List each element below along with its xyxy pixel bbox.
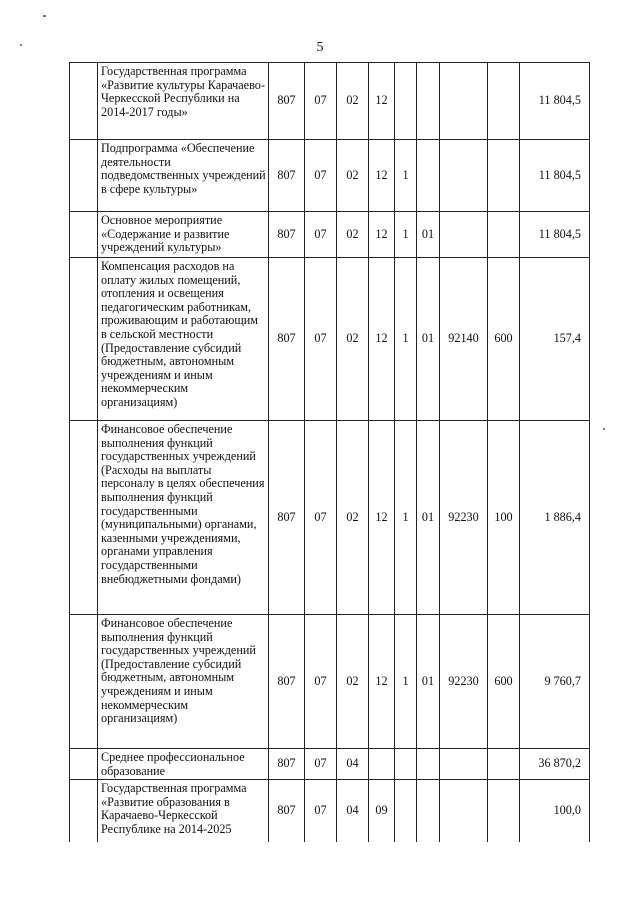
subsection-code-cell: 04 bbox=[337, 780, 369, 842]
direction-code-cell bbox=[440, 140, 488, 212]
table-row bbox=[70, 140, 590, 212]
item-name-cell: Подпрограмма «Обеспечение деятельности подведомственных учреждений в сфере культуры» bbox=[98, 140, 269, 212]
program-code-cell: 12 bbox=[369, 212, 395, 258]
ministry-code-cell: 807 bbox=[269, 140, 305, 212]
ministry-code-cell: 807 bbox=[269, 258, 305, 421]
item-name-cell: Финансовое обеспечение выполнения функций государственных учреждений (Предоставление субсидий бюджетным, автономным учреждениям и иным некоммерческим организациям) bbox=[98, 615, 269, 749]
subsection-code-cell: 02 bbox=[337, 140, 369, 212]
expense-type-cell: 100 bbox=[488, 421, 520, 615]
item-name-cell: Среднее профессиональное образование bbox=[98, 749, 269, 780]
ministry-code-cell: 807 bbox=[269, 63, 305, 140]
direction-code-cell bbox=[440, 749, 488, 780]
index-cell bbox=[70, 749, 98, 780]
event-code-cell: 01 bbox=[417, 258, 440, 421]
item-name-cell: Основное мероприятие «Содержание и развитие учреждений культуры» bbox=[98, 212, 269, 258]
ministry-code-cell: 807 bbox=[269, 615, 305, 749]
ministry-code-cell: 807 bbox=[269, 749, 305, 780]
subprogram-code-cell bbox=[395, 63, 417, 140]
table-row bbox=[70, 63, 590, 140]
program-code-cell: 12 bbox=[369, 421, 395, 615]
section-code-cell: 07 bbox=[305, 749, 337, 780]
amount-cell: 1 886,4 bbox=[520, 421, 590, 615]
expense-type-cell bbox=[488, 749, 520, 780]
index-cell bbox=[70, 140, 98, 212]
subprogram-code-cell: 1 bbox=[395, 615, 417, 749]
section-code-cell: 07 bbox=[305, 421, 337, 615]
table-body bbox=[70, 63, 590, 842]
index-cell bbox=[70, 258, 98, 421]
subsection-code-cell: 02 bbox=[337, 63, 369, 140]
item-name-cell: Государственная программа «Развитие культуры Карачаево-Черкесской Республики на 2014-2017 годы» bbox=[98, 63, 269, 140]
expense-type-cell bbox=[488, 212, 520, 258]
subsection-code-cell: 02 bbox=[337, 615, 369, 749]
direction-code-cell bbox=[440, 780, 488, 842]
program-code-cell: 09 bbox=[369, 780, 395, 842]
item-name-cell: Финансовое обеспечение выполнения функций государственных учреждений (Расходы на выплаты персоналу в целях обеспечения выполнения функций государственными (муниципальными) органами, казенными учреждениями, органами управления государственными внебюджетными фондами) bbox=[98, 421, 269, 615]
expense-type-cell: 600 bbox=[488, 615, 520, 749]
expense-type-cell bbox=[488, 140, 520, 212]
event-code-cell bbox=[417, 780, 440, 842]
subprogram-code-cell bbox=[395, 780, 417, 842]
subprogram-code-cell: 1 bbox=[395, 212, 417, 258]
section-code-cell: 07 bbox=[305, 212, 337, 258]
section-code-cell: 07 bbox=[305, 258, 337, 421]
expense-type-cell: 600 bbox=[488, 258, 520, 421]
event-code-cell bbox=[417, 140, 440, 212]
budget-table bbox=[69, 62, 590, 842]
section-code-cell: 07 bbox=[305, 615, 337, 749]
event-code-cell bbox=[417, 749, 440, 780]
table-row bbox=[70, 258, 590, 421]
program-code-cell: 12 bbox=[369, 140, 395, 212]
page-number: 5 bbox=[316, 40, 324, 55]
table-row bbox=[70, 749, 590, 780]
program-code-cell: 12 bbox=[369, 258, 395, 421]
subprogram-code-cell: 1 bbox=[395, 421, 417, 615]
amount-cell: 11 804,5 bbox=[520, 212, 590, 258]
index-cell bbox=[70, 63, 98, 140]
table-row bbox=[70, 212, 590, 258]
event-code-cell: 01 bbox=[417, 212, 440, 258]
scan-speck bbox=[43, 15, 46, 17]
ministry-code-cell: 807 bbox=[269, 780, 305, 842]
expense-type-cell bbox=[488, 63, 520, 140]
index-cell bbox=[70, 780, 98, 842]
ministry-code-cell: 807 bbox=[269, 212, 305, 258]
ministry-code-cell: 807 bbox=[269, 421, 305, 615]
event-code-cell bbox=[417, 63, 440, 140]
event-code-cell: 01 bbox=[417, 421, 440, 615]
subsection-code-cell: 04 bbox=[337, 749, 369, 780]
amount-cell: 9 760,7 bbox=[520, 615, 590, 749]
program-code-cell: 12 bbox=[369, 63, 395, 140]
table-row bbox=[70, 421, 590, 615]
subprogram-code-cell: 1 bbox=[395, 140, 417, 212]
subsection-code-cell: 02 bbox=[337, 421, 369, 615]
amount-cell: 100,0 bbox=[520, 780, 590, 842]
subsection-code-cell: 02 bbox=[337, 212, 369, 258]
item-name-cell: Компенсация расходов на оплату жилых помещений, отопления и освещения педагогическим работникам, проживающим и работающим в сельской местности (Предоставление субсидий бюджетным, автономным учреждениям и иным некоммерческим организациям) bbox=[98, 258, 269, 421]
program-code-cell: 12 bbox=[369, 615, 395, 749]
direction-code-cell bbox=[440, 63, 488, 140]
subprogram-code-cell: 1 bbox=[395, 258, 417, 421]
section-code-cell: 07 bbox=[305, 780, 337, 842]
item-name-cell: Государственная программа «Развитие образования в Карачаево-Черкесской Республике на 2014-2025 bbox=[98, 780, 269, 842]
amount-cell: 11 804,5 bbox=[520, 63, 590, 140]
event-code-cell: 01 bbox=[417, 615, 440, 749]
amount-cell: 11 804,5 bbox=[520, 140, 590, 212]
amount-cell: 157,4 bbox=[520, 258, 590, 421]
index-cell bbox=[70, 615, 98, 749]
index-cell bbox=[70, 212, 98, 258]
table-row bbox=[70, 780, 590, 842]
subsection-code-cell: 02 bbox=[337, 258, 369, 421]
amount-cell: 36 870,2 bbox=[520, 749, 590, 780]
direction-code-cell: 92230 bbox=[440, 421, 488, 615]
expense-type-cell bbox=[488, 780, 520, 842]
direction-code-cell bbox=[440, 212, 488, 258]
subprogram-code-cell bbox=[395, 749, 417, 780]
section-code-cell: 07 bbox=[305, 140, 337, 212]
table-row bbox=[70, 615, 590, 749]
program-code-cell bbox=[369, 749, 395, 780]
section-code-cell: 07 bbox=[305, 63, 337, 140]
direction-code-cell: 92230 bbox=[440, 615, 488, 749]
scan-speck bbox=[603, 428, 605, 430]
direction-code-cell: 92140 bbox=[440, 258, 488, 421]
index-cell bbox=[70, 421, 98, 615]
